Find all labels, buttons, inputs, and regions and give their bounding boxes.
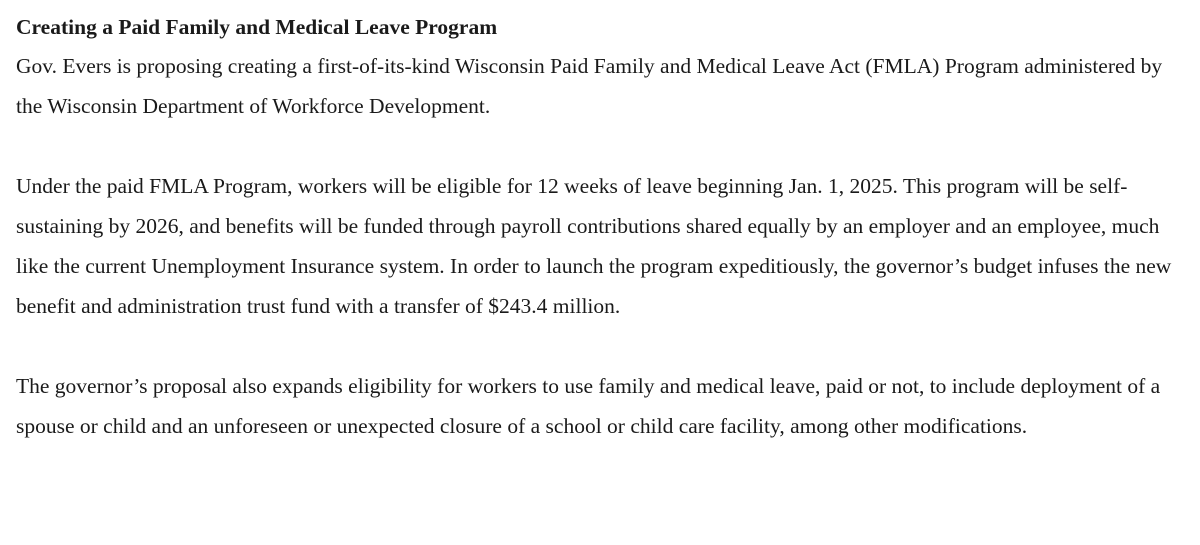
document-body <box>16 8 1186 446</box>
paragraph-spacer <box>16 326 1186 366</box>
section-heading: Creating a Paid Family and Medical Leave Program <box>16 15 498 39</box>
paragraph-eligibility: The governor’s proposal also expands eligibility for workers to use family and medical leave, paid or not, to include deployment of a spouse or child and an unforeseen or unexpected closure of a school or child care facility, among other modifications. <box>16 374 1161 438</box>
paragraph-program-details: Under the paid FMLA Program, workers will be eligible for 12 weeks of leave beginning Jan. 1, 2025. This program will be self-sustaining by 2026, and benefits will be funded through payroll contributions shared equally by an employer and an employee, much like the current Unemployment Insurance system. In order to launch the program expeditiously, the governor’s budget infuses the new benefit and administration trust fund with a transfer of $243.4 million. <box>16 174 1172 318</box>
paragraph-spacer <box>16 126 1186 166</box>
paragraph-intro: Gov. Evers is proposing creating a first-of-its-kind Wisconsin Paid Family and Medical Leave Act (FMLA) Program administered by the Wisconsin Department of Workforce Development. <box>16 54 1163 118</box>
